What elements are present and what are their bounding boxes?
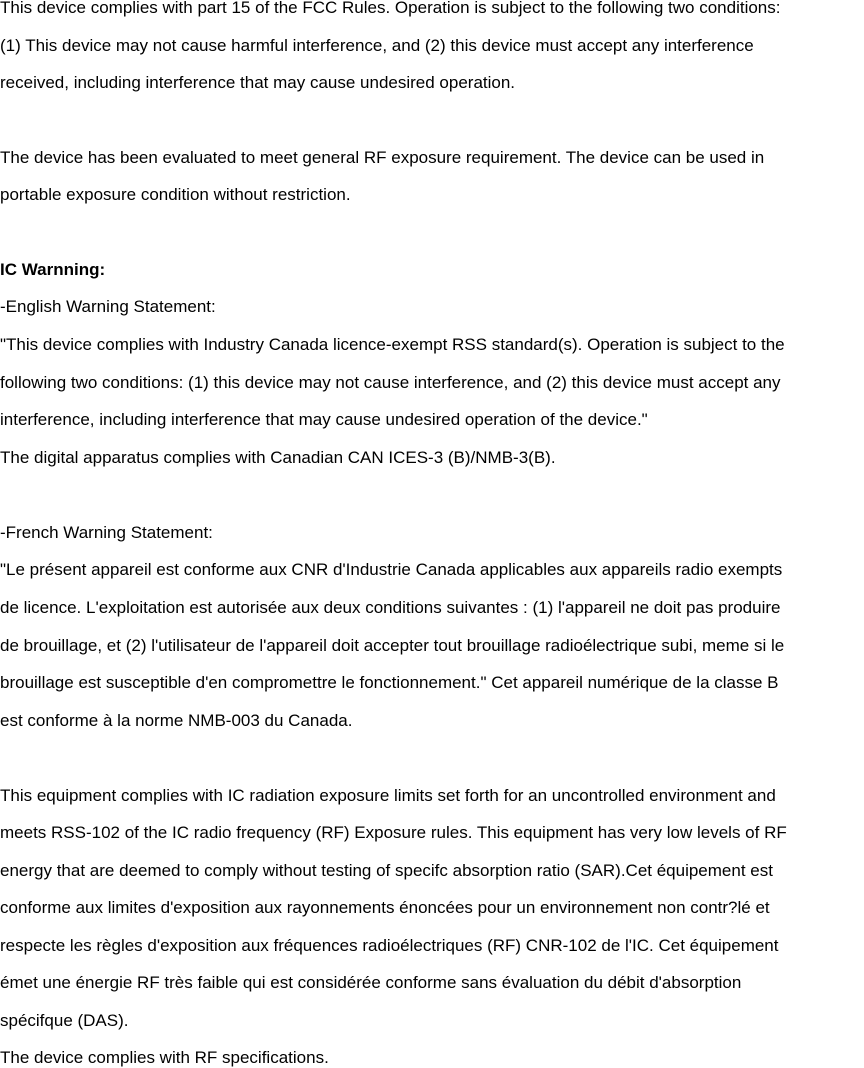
- fcc-line: This device complies with part 15 of the FCC Rules. Operation is subject to the following two conditions:: [0, 0, 781, 17]
- radiation-line: émet une énergie RF très faible qui est considérée conforme sans évaluation du débit d'absorption: [0, 973, 742, 992]
- english-warning-label: -English Warning Statement:: [0, 297, 216, 316]
- radiation-line: This equipment complies with IC radiation exposure limits set forth for an uncontrolled environment and: [0, 786, 776, 805]
- radiation-line: spécifque (DAS).: [0, 1011, 129, 1030]
- rf-exposure-line: The device has been evaluated to meet general RF exposure requirement. The device can be used in: [0, 148, 765, 167]
- french-warning-line: de brouillage, et (2) l'utilisateur de l'appareil doit accepter tout brouillage radioélectrique subi, meme si le: [0, 636, 785, 655]
- french-warning-line: "Le présent appareil est conforme aux CNR d'Industrie Canada applicables aux appareils radio exempts: [0, 560, 783, 579]
- french-warning-label: -French Warning Statement:: [0, 523, 213, 542]
- french-warning-line: est conforme à la norme NMB-003 du Canada.: [0, 711, 353, 730]
- digital-apparatus-statement: The digital apparatus complies with Canadian CAN ICES-3 (B)/NMB-3(B).: [0, 448, 556, 467]
- french-warning-line: de licence. L'exploitation est autorisée aux deux conditions suivantes : (1) l'appareil ne doit pas produire: [0, 598, 781, 617]
- radiation-line: conforme aux limites d'exposition aux rayonnements énoncées pour un environnement non contr?lé et: [0, 898, 770, 917]
- english-warning-line: interference, including interference that may cause undesired operation of the device.": [0, 410, 648, 429]
- fcc-line: received, including interference that may cause undesired operation.: [0, 73, 516, 92]
- french-warning-line: brouillage est susceptible d'en compromettre le fonctionnement." Cet appareil numérique de la classe B: [0, 673, 779, 692]
- radiation-line: meets RSS-102 of the IC radio frequency (RF) Exposure rules. This equipment has very low levels of RF: [0, 823, 787, 842]
- english-warning-line: "This device complies with Industry Canada licence-exempt RSS standard(s). Operation is subject to the: [0, 335, 785, 354]
- ic-warning-heading: IC Warnning:: [0, 260, 106, 279]
- radiation-line: energy that are deemed to comply without testing of specifc absorption ratio (SAR).Cet équipement est: [0, 861, 773, 880]
- rf-specifications-statement: The device complies with RF specifications.: [0, 1048, 329, 1067]
- fcc-line: (1) This device may not cause harmful interference, and (2) this device must accept any interference: [0, 36, 754, 55]
- rf-exposure-line: portable exposure condition without restriction.: [0, 185, 351, 204]
- radiation-line: respecte les règles d'exposition aux fréquences radioélectriques (RF) CNR-102 de l'IC. Cet équipement: [0, 936, 779, 955]
- english-warning-line: following two conditions: (1) this device may not cause interference, and (2) this device must accept any: [0, 373, 781, 392]
